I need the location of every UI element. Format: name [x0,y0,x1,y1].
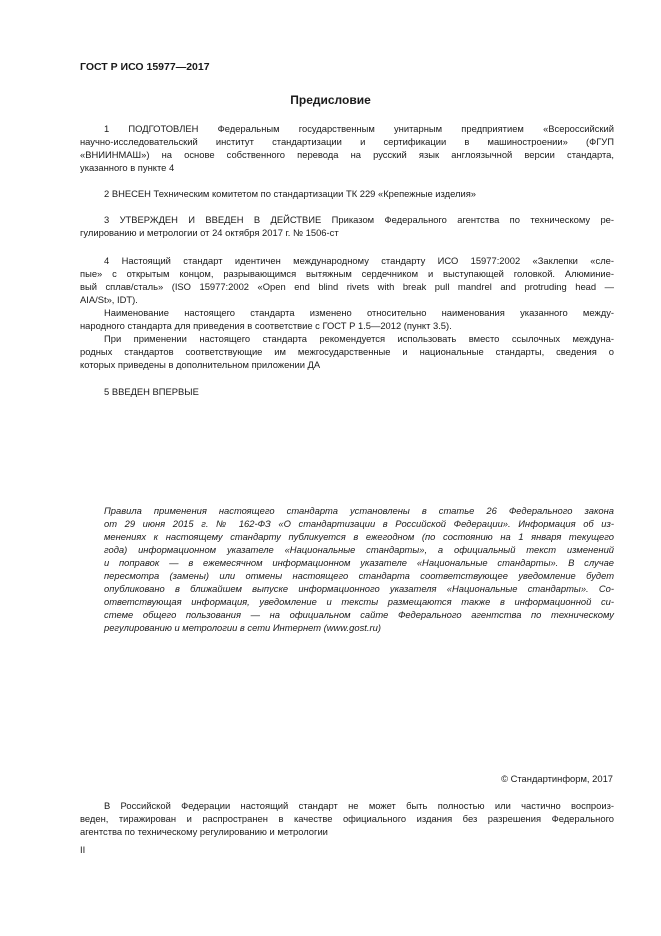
rules-line-7: опубликовано в ближайшем выпуске информационного указателя «Национальные стандарты». Со- [104,583,614,594]
p1-line-1: 1 ПОДГОТОВЛЕН Федеральным государственным унитарным предприятием «Всероссийский [104,123,614,134]
rules-line-4: года) информационном указателе «Национальные стандарты», а официальный текст изменений [104,544,614,555]
p5-line-1: 5 ВВЕДЕН ВПЕРВЫЕ [104,386,199,397]
rules-line-6: пересмотра (замены) или отмены настоящего стандарта соответствующее уведомление будет [104,570,614,581]
notice-line-2: веден, тиражирован и распространен в качестве официального издания без разрешения Федерального [80,813,614,824]
page-title: Предисловие [290,93,371,107]
rules-line-2: от 29 июня 2015 г. № 162-ФЗ «О стандартизации в Российской Федерации». Информация об из- [104,518,614,529]
p4-line-5: Наименование настоящего стандарта изменено относительно наименования указанного между- [104,307,614,318]
p4-line-6: народного стандарта для приведения в соответствие с ГОСТ Р 1.5—2012 (пункт 3.5). [80,320,452,331]
rules-line-3: менениях к настоящему стандарту публикуется в ежегодном (по состоянию на 1 января текущего [104,531,614,542]
p4-line-1: 4 Настоящий стандарт идентичен международному стандарту ИСО 15977:2002 «Заклепки «сле- [104,255,614,266]
p3-line-1: 3 УТВЕРЖДЕН И ВВЕДЕН В ДЕЙСТВИЕ Приказом Федерального агентства по техническому ре- [104,214,614,225]
p4-line-4: AIA/St», IDT). [80,294,138,305]
p1-line-3: «ВНИИНМАШ») на основе собственного перевода на русский язык англоязычной версии стандарта, [80,149,614,160]
p1-line-2: научно-исследовательский институт стандартизации и сертификации в машиностроении» (ФГУП [80,136,614,147]
notice-line-1: В Российской Федерации настоящий стандарт не может быть полностью или частично воспроиз- [104,800,614,811]
p4-line-7: При применении настоящего стандарта рекомендуется использовать вместо ссылочных междуна- [104,333,614,344]
p4-line-9: которых приведены в дополнительном приложении ДА [80,359,321,370]
rules-line-1: Правила применения настоящего стандарта установлены в статье 26 Федерального закона [104,505,614,516]
rules-line-5: и поправок — в ежемесячном информационном указателе «Национальные стандарты». В случае [104,557,614,568]
notice-line-3: агентства по техническому регулированию и метрологии [80,826,328,837]
p4-line-2: пые» с открытым концом, разрывающимся вытяжным сердечником и выступающей головкой. Алюминие- [80,268,614,279]
p4-line-3: вый сплав/сталь» (ISO 15977:2002 «Open end blind rivets with break pull mandrel and protruding head — [80,281,614,292]
copyright: © Стандартинформ, 2017 [501,773,613,784]
p2-line-1: 2 ВНЕСЕН Техническим комитетом по стандартизации ТК 229 «Крепежные изделия» [104,188,476,199]
standard-code-header: ГОСТ Р ИСО 15977—2017 [80,61,210,73]
rules-line-10: регулированию и метрологии в сети Интернет (www.gost.ru) [104,622,381,633]
p1-line-4: указанного в пункте 4 [80,162,175,173]
rules-line-9: стеме общего пользования — на официальном сайте Федерального агентства по техническому [104,609,614,620]
p3-line-2: гулированию и метрологии от 24 октября 2017 г. № 1506-ст [80,227,339,238]
p4-line-8: родных стандартов соответствующие им межгосударственные и национальные стандарты, сведения о [80,346,614,357]
rules-line-8: ответствующая информация, уведомление и тексты размещаются также в информационной си- [104,596,614,607]
page-number: II [80,844,86,855]
